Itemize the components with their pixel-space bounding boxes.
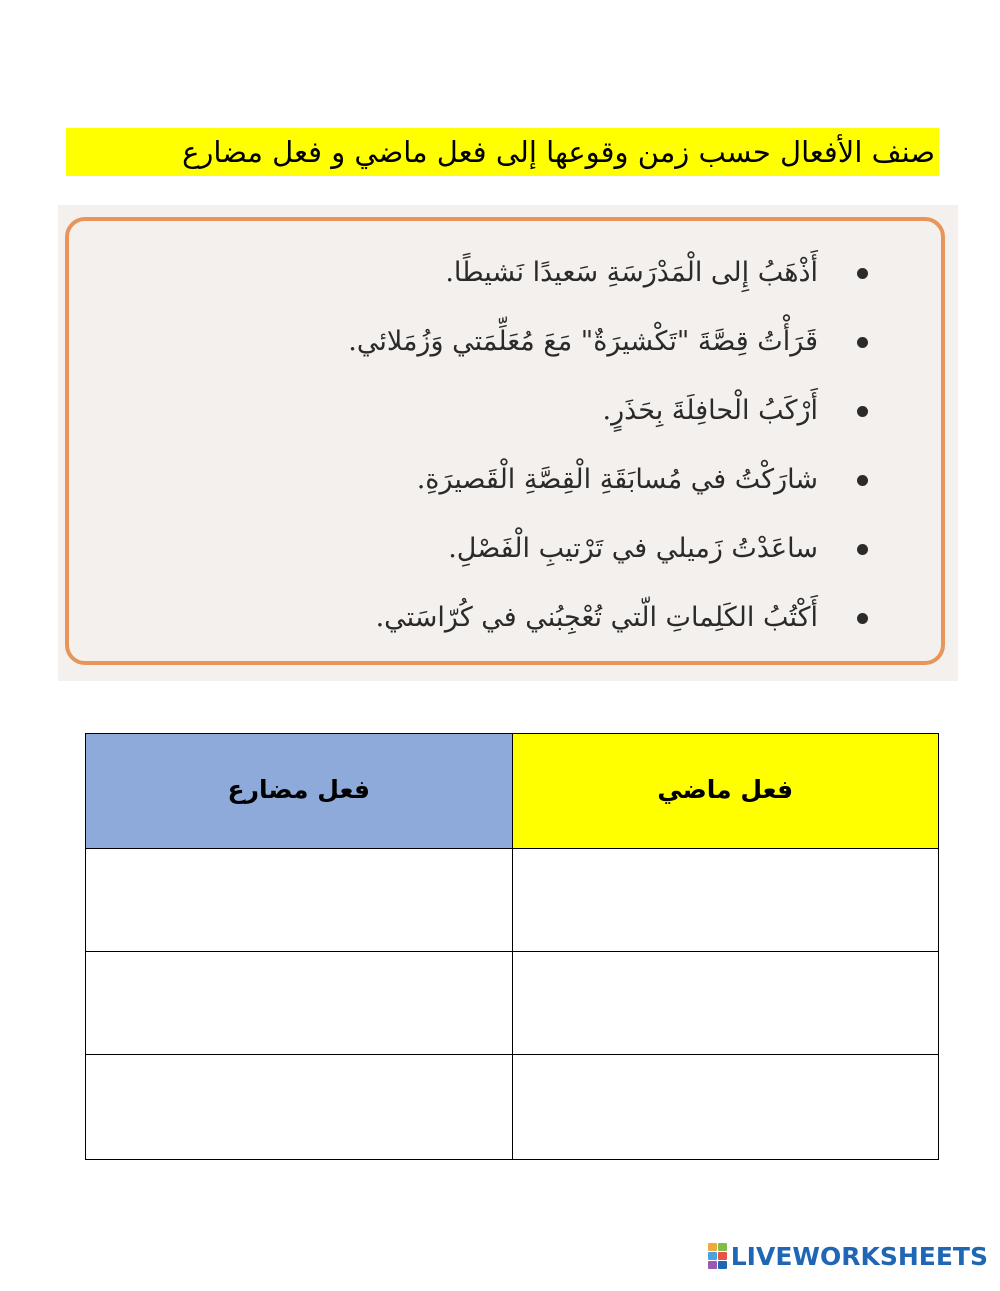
present-answer-cell[interactable] bbox=[86, 1055, 513, 1160]
logo-text: LIVEWORKSHEETS bbox=[730, 1241, 988, 1271]
liveworksheets-logo[interactable] bbox=[708, 1241, 988, 1271]
table-row bbox=[86, 849, 939, 952]
worksheet-title bbox=[66, 128, 939, 176]
sentence-text: قَرَأْتُ قِصَّةَ "تَكْشيرَةٌ" مَعَ مُعَلِّمَتي وَزُمَلائي. bbox=[348, 326, 818, 357]
bullet-icon bbox=[857, 613, 868, 624]
worksheet-title-text: صنف الأفعال حسب زمن وقوعها إلى فعل ماضي و فعل مضارع bbox=[182, 135, 935, 169]
sentence-list bbox=[348, 253, 868, 667]
table-row bbox=[86, 952, 939, 1055]
bullet-icon bbox=[857, 544, 868, 555]
table-row bbox=[86, 1055, 939, 1160]
sentence-text: ساعَدْتُ زَميلي في تَرْتيبِ الْفَصْلِ. bbox=[448, 533, 818, 564]
sentence-item bbox=[348, 253, 868, 322]
bullet-icon bbox=[857, 337, 868, 348]
sentence-text: أَذْهَبُ إِلى الْمَدْرَسَةِ سَعيدًا نَشيطًا. bbox=[445, 257, 818, 288]
sentence-item bbox=[348, 529, 868, 598]
sentence-item bbox=[348, 391, 868, 460]
sentence-text: أَكْتُبُ الكَلِماتِ الّتي تُعْجِبُني في كُرّاسَتي. bbox=[375, 602, 818, 633]
past-tense-header: فعل ماضي bbox=[512, 734, 939, 849]
bullet-icon bbox=[857, 406, 868, 417]
sentence-item bbox=[348, 322, 868, 391]
table-header-row bbox=[86, 734, 939, 849]
present-tense-header: فعل مضارع bbox=[86, 734, 513, 849]
past-answer-cell[interactable] bbox=[512, 849, 939, 952]
past-answer-cell[interactable] bbox=[512, 952, 939, 1055]
sentence-text: أَرْكَبُ الْحافِلَةَ بِحَذَرٍ. bbox=[602, 395, 818, 426]
present-answer-cell[interactable] bbox=[86, 849, 513, 952]
liveworksheets-logo-icon bbox=[708, 1243, 728, 1269]
sentences-image bbox=[58, 205, 958, 681]
past-answer-cell[interactable] bbox=[512, 1055, 939, 1160]
sentence-text: شارَكْتُ في مُسابَقَةِ الْقِصَّةِ الْقَصيرَةِ. bbox=[416, 464, 818, 495]
bullet-icon bbox=[857, 475, 868, 486]
sentence-item bbox=[348, 598, 868, 667]
sentence-item bbox=[348, 460, 868, 529]
classification-table bbox=[85, 733, 939, 1160]
present-answer-cell[interactable] bbox=[86, 952, 513, 1055]
bullet-icon bbox=[857, 268, 868, 279]
